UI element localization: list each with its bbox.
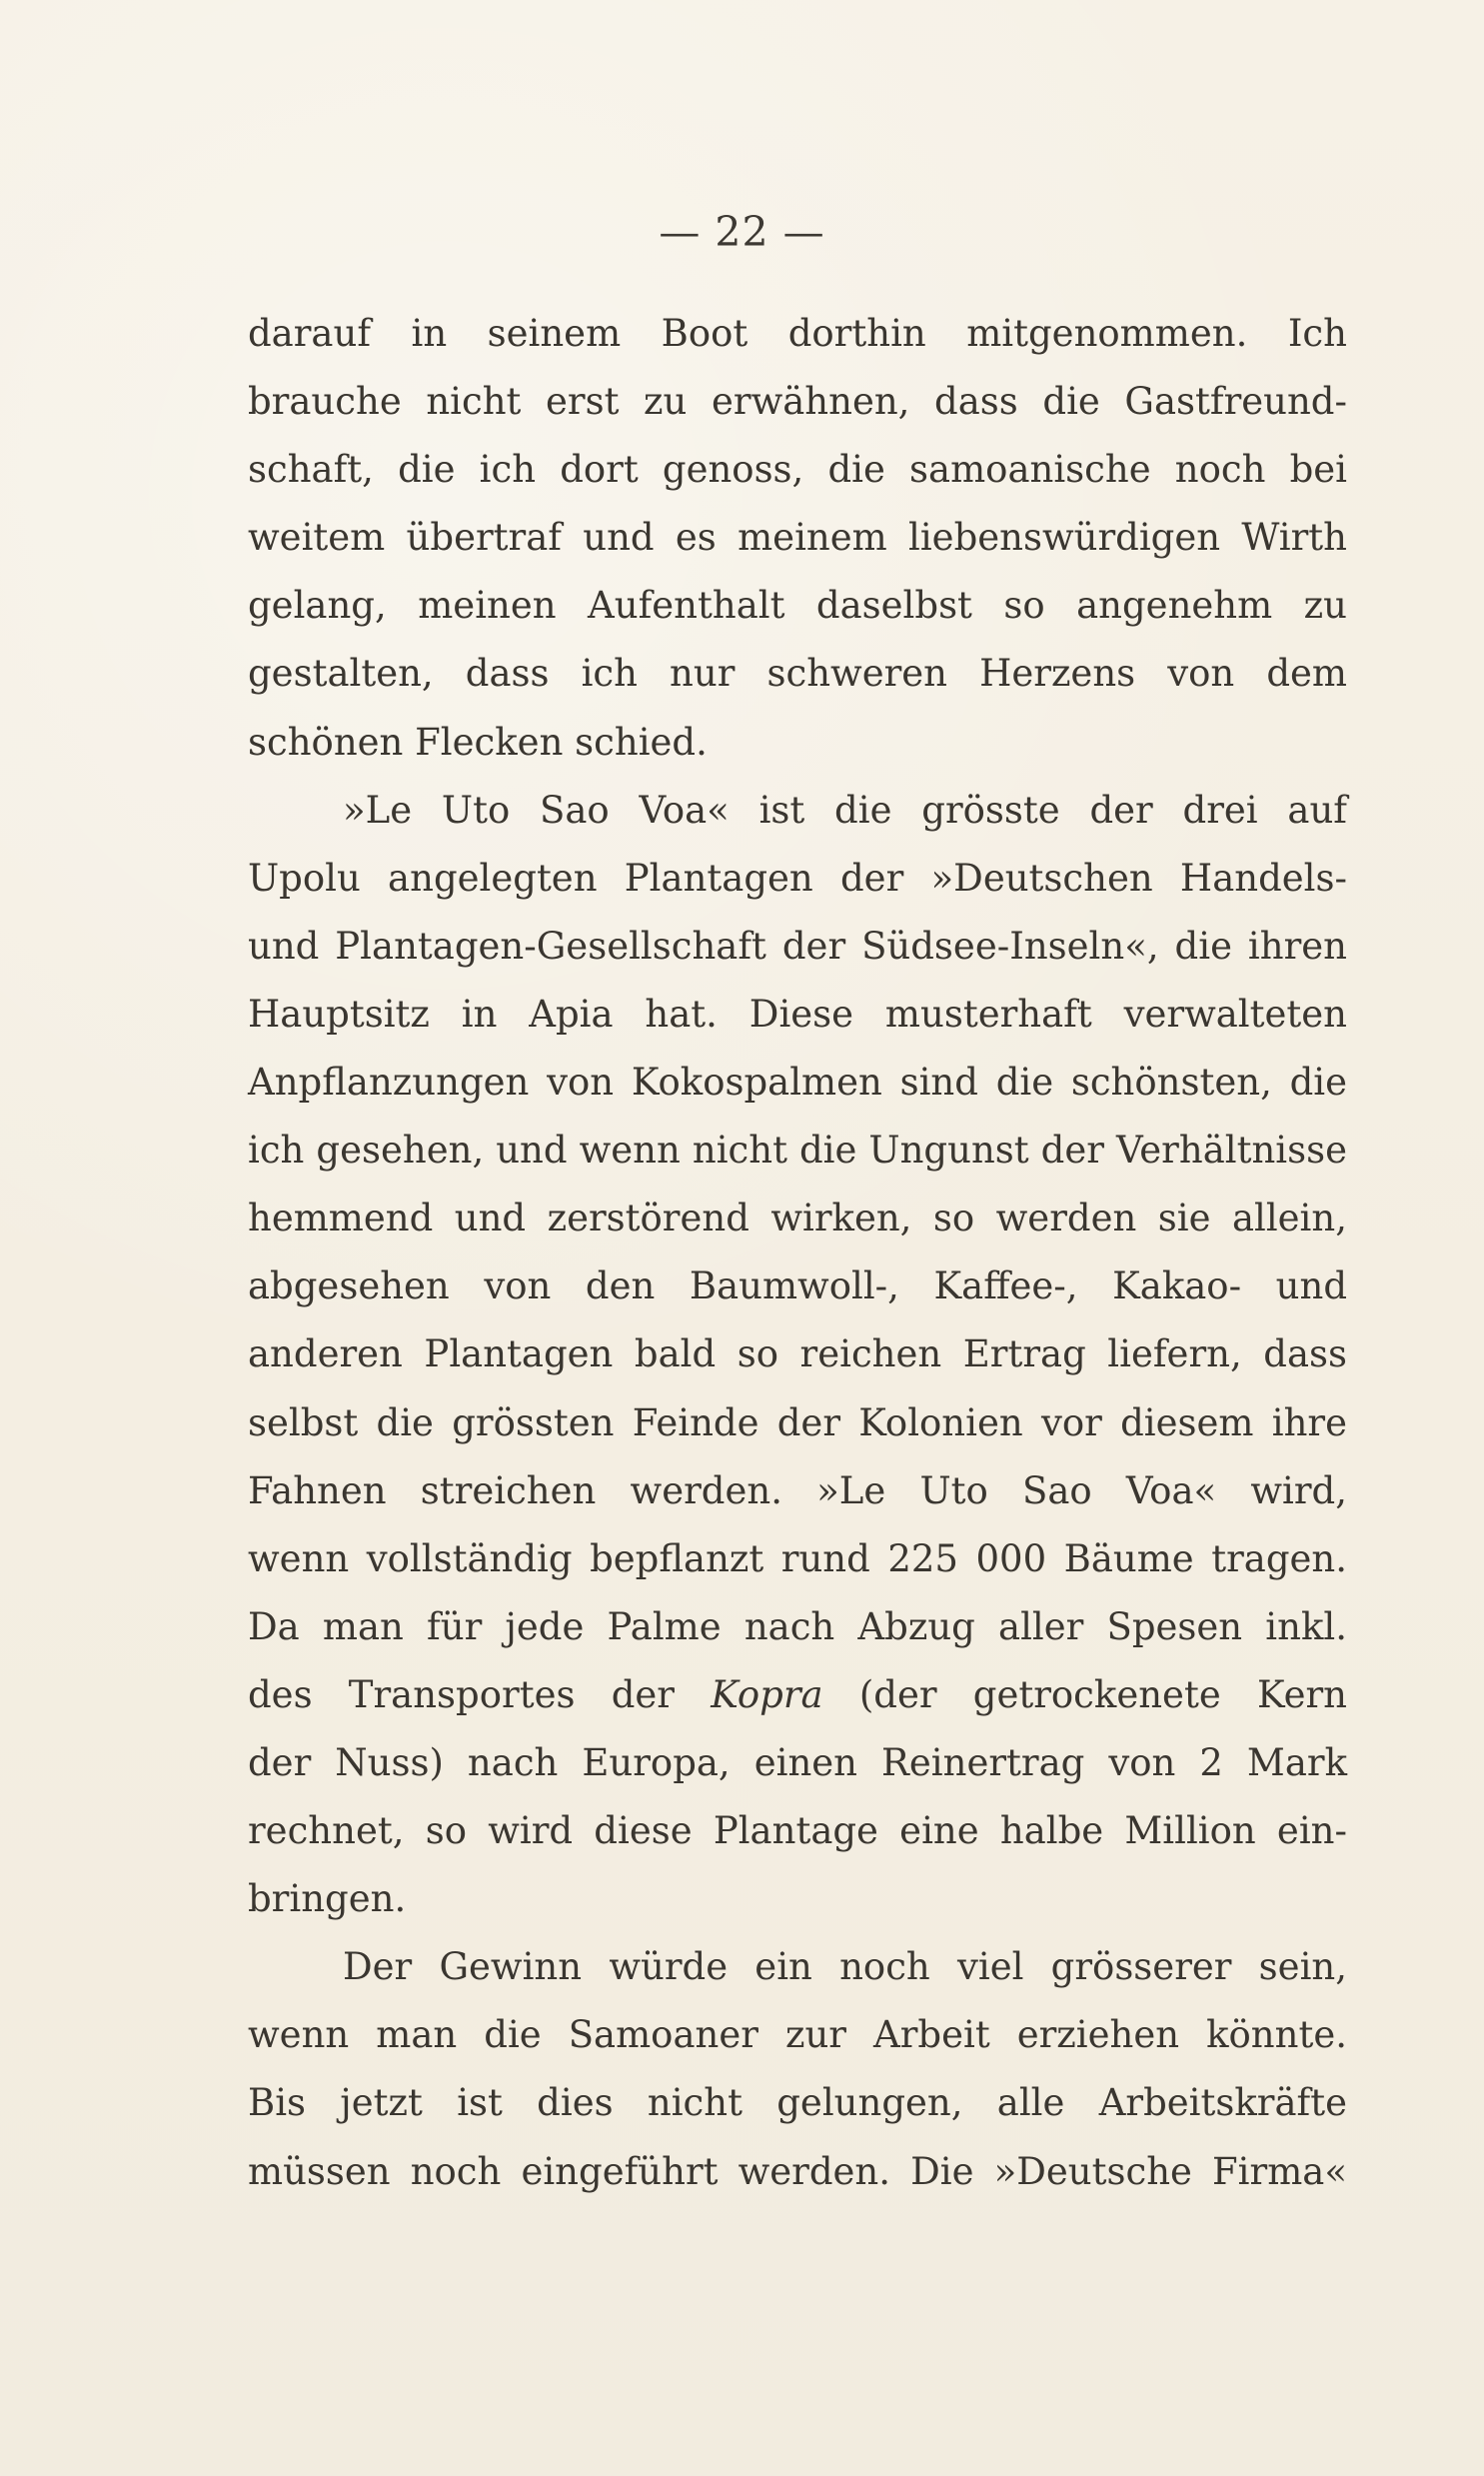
text-line: und Plantagen-Gesellschaft der Südsee-Inseln«, die ihren [248, 924, 1347, 968]
page-number: — 22 — [659, 208, 825, 256]
text-line: hemmend und zerstörend wirken, so werden sie allein, [248, 1197, 1347, 1240]
text-line: schönen Flecken schied. [248, 720, 708, 764]
text-line: gestalten, dass ich nur schweren Herzens von dem [248, 652, 1347, 696]
text-line: rechnet, so wird diese Plantage eine halbe Million ein- [248, 1809, 1347, 1853]
text-line: weitem übertraf und es meinem liebenswürdigen Wirth [248, 516, 1347, 560]
text-line: selbst die grössten Feinde der Kolonien vor diesem ihre [248, 1400, 1347, 1444]
text-line: gelang, meinen Aufenthalt daselbst so angenehm zu [248, 584, 1347, 628]
text-fragment: des Transportes der [248, 1672, 675, 1716]
text-line: Bis jetzt ist dies nicht gelungen, alle Arbeitskräfte [248, 2081, 1347, 2125]
text-line: Anpflanzungen von Kokospalmen sind die schönsten, die [248, 1061, 1347, 1105]
text-line: »Le Uto Sao Voa« ist die grösste der drei auf [343, 788, 1347, 832]
text-line: bringen. [248, 1877, 407, 1921]
text-line: anderen Plantagen bald so reichen Ertrag liefern, dass [248, 1332, 1347, 1376]
text-line: Da man für jede Palme nach Abzug aller Spesen inkl. [248, 1604, 1347, 1648]
text-line: Fahnen streichen werden. »Le Uto Sao Voa« wird, [248, 1468, 1347, 1512]
text-line: Upolu angelegten Plantagen der »Deutschen Handels- [248, 856, 1347, 900]
body-text [248, 300, 1347, 2206]
text-line: darauf in seinem Boot dorthin mitgenommen. Ich [248, 312, 1347, 355]
text-line: ich gesehen, und wenn nicht die Ungunst der Verhältnisse [248, 1129, 1347, 1173]
text-line: wenn vollständig bepflanzt rund 225 000 Bäume tragen. [248, 1536, 1347, 1580]
text-line: Hauptsitz in Apia hat. Diese musterhaft verwalteten [248, 992, 1347, 1036]
text-fragment: (der getrockenete Kern [858, 1672, 1348, 1716]
text-line: brauche nicht erst zu erwähnen, dass die Gastfreund- [248, 380, 1347, 424]
text-line: abgesehen von den Baumwoll-, Kaffee-, Kakao- und [248, 1264, 1347, 1308]
text-line: müssen noch eingeführt werden. Die »Deutsche Firma« [248, 2149, 1347, 2193]
text-line-with-italic [248, 1661, 1347, 1729]
italic-word: Kopra [711, 1672, 823, 1716]
text-line: der Nuss) nach Europa, einen Reinertrag von 2 Mark [248, 1740, 1347, 1784]
text-line: schaft, die ich dort genoss, die samoanische noch bei [248, 448, 1347, 492]
text-line: Der Gewinn würde ein noch viel grösserer sein, [343, 1945, 1347, 1989]
text-line: wenn man die Samoaner zur Arbeit erziehen könnte. [248, 2013, 1347, 2057]
